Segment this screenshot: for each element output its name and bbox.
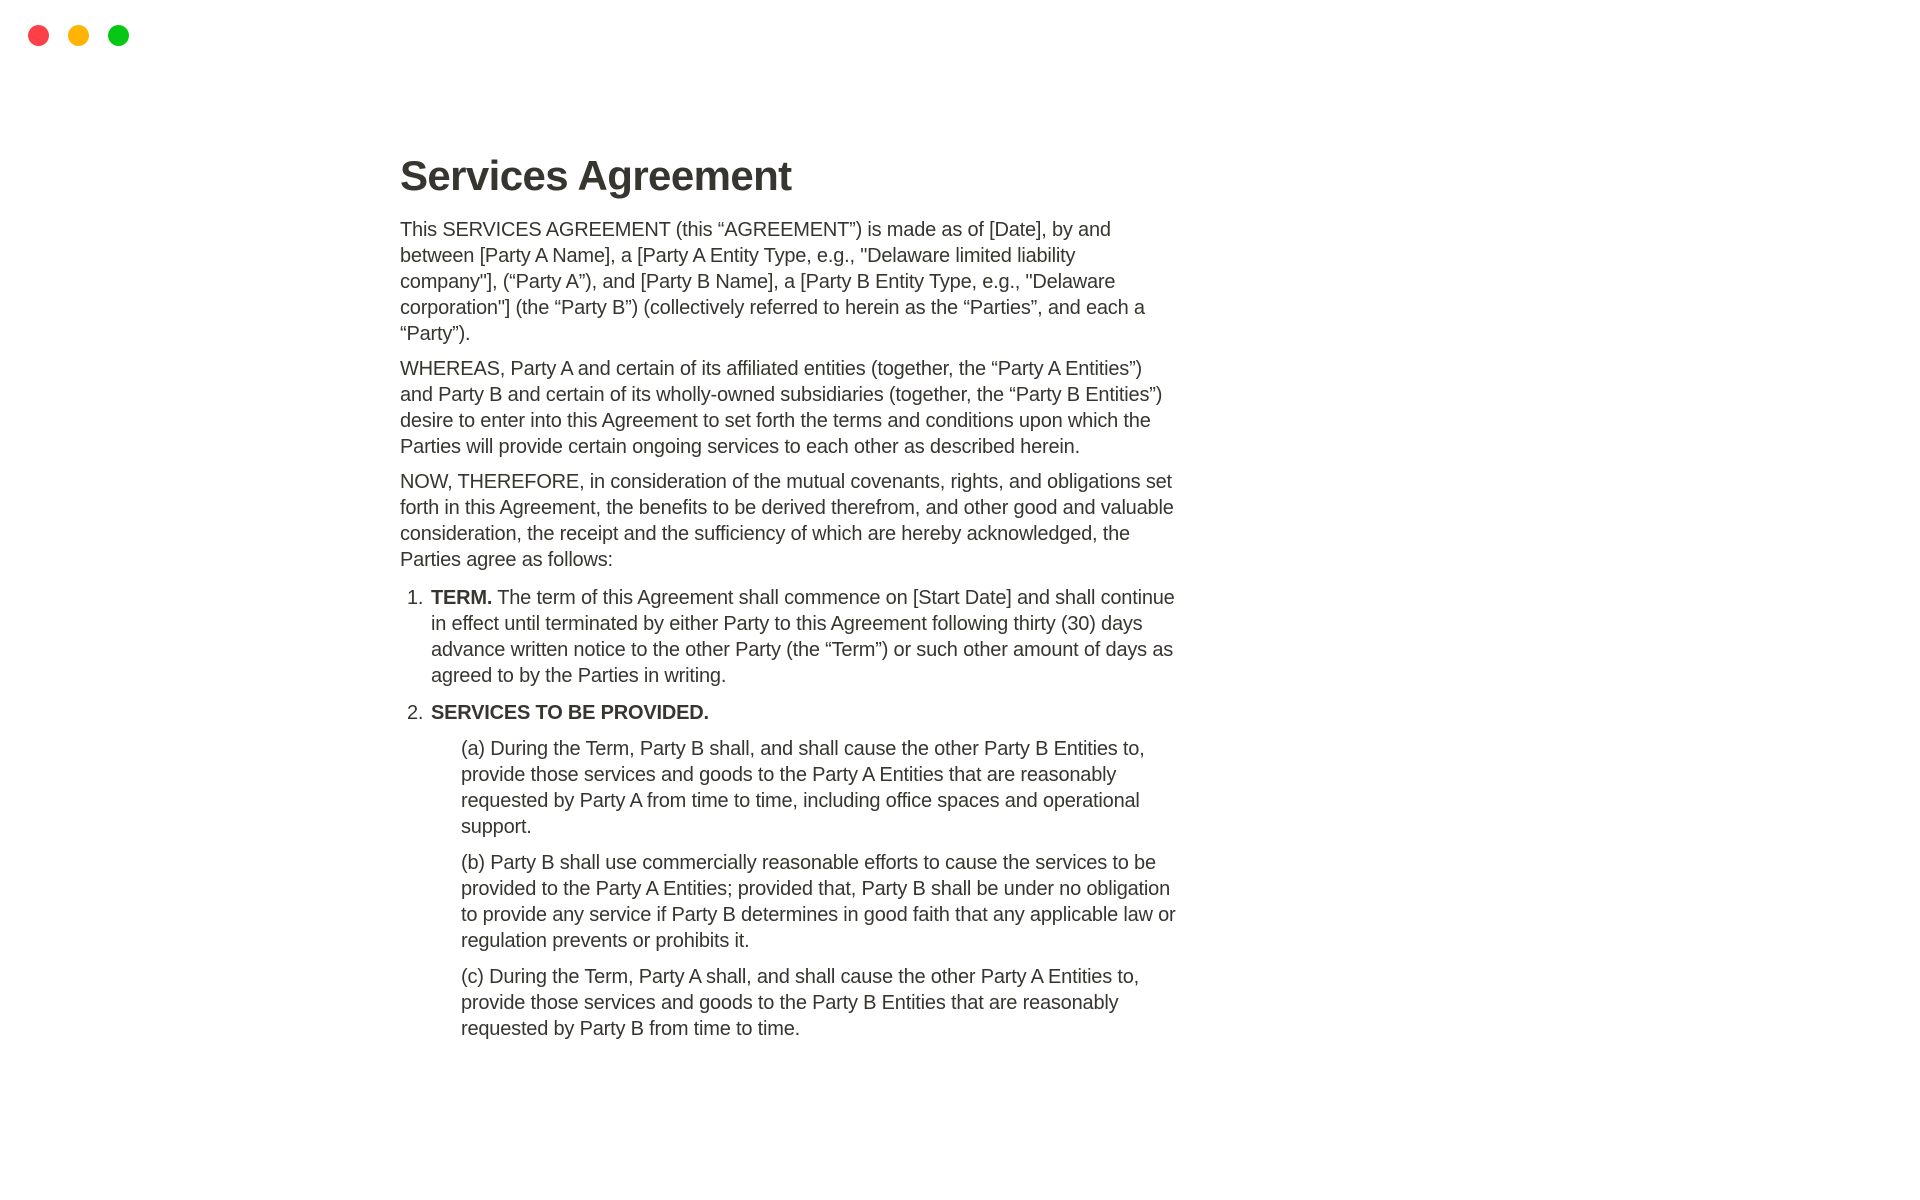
list-item-content — [431, 700, 1178, 1052]
term-heading: TERM. — [431, 586, 493, 609]
list-item-content — [431, 585, 1178, 689]
bullet-text: (c) During the Term, Party A shall, and shall cause the other Party A Entities to, provide those services and goods to the Party B Entities that are reasonably requested by Party B from time to time. — [461, 965, 1140, 1040]
intro-paragraph[interactable]: This SERVICES AGREEMENT (this “AGREEMENT”) is made as of [Date], by and between [Party A Name], a [Party A Entity Type, e.g., "Delaware limited liability company"], (“Party A”), and [Party B Name], a [Party B Entity Type, e.g., "Delaware corporation"] (the “Party B”) (collectively referred to herein as the “Parties”, and each a “Party”). — [400, 218, 1145, 345]
window-controls — [28, 25, 129, 46]
whereas-paragraph[interactable]: WHEREAS, Party A and certain of its affiliated entities (together, the “Party A Entities”) and Party B and certain of its wholly-owned subsidiaries (together, the “Party B Entities”) desire to enter into this Agreement to set forth the terms and conditions upon which the Parties will provide certain ongoing services to each other as described herein. — [400, 357, 1163, 458]
numbered-list — [400, 585, 1178, 1052]
page-title[interactable]: Services Agreement — [400, 152, 792, 199]
services-heading: SERVICES TO BE PROVIDED. — [431, 701, 709, 724]
bullet-item-c[interactable] — [444, 964, 1178, 1042]
minimize-button[interactable] — [68, 25, 89, 46]
bullet-item-a[interactable] — [444, 736, 1178, 840]
bullet-list — [431, 736, 1178, 1042]
list-item-services[interactable] — [400, 700, 1178, 1052]
bullet-item-b[interactable] — [444, 850, 1178, 954]
bullet-text: (b) Party B shall use commercially reasonable efforts to cause the services to be provided to the Party A Entities; provided that, Party B shall be under no obligation to provide any service if Party B determines in good faith that any applicable law or regulation prevents or prohibits it. — [461, 851, 1176, 952]
bullet-icon — [444, 850, 461, 954]
list-number: 1. — [407, 586, 424, 609]
term-text: The term of this Agreement shall commence on [Start Date] and shall continue in effect until terminated by either Party to this Agreement following thirty (30) days advance written notice to the other Party (the “Term”) or such other amount of days as agreed to by the Parties in writing. — [431, 586, 1175, 687]
bullet-text: (a) During the Term, Party B shall, and shall cause the other Party B Entities to, provide those services and goods to the Party A Entities that are reasonably requested by Party A from time to time, including office spaces and operational support. — [461, 737, 1145, 838]
bullet-icon — [444, 964, 461, 1042]
list-item-term[interactable] — [400, 585, 1178, 689]
now-therefore-paragraph[interactable]: NOW, THEREFORE, in consideration of the mutual covenants, rights, and obligations set forth in this Agreement, the benefits to be derived therefrom, and other good and valuable consideration, the receipt and the sufficiency of which are hereby acknowledged, the Parties agree as follows: — [400, 470, 1174, 571]
zoom-button[interactable] — [108, 25, 129, 46]
list-number: 2. — [407, 701, 424, 724]
document-page — [400, 150, 1178, 1063]
close-button[interactable] — [28, 25, 49, 46]
bullet-icon — [444, 736, 461, 840]
